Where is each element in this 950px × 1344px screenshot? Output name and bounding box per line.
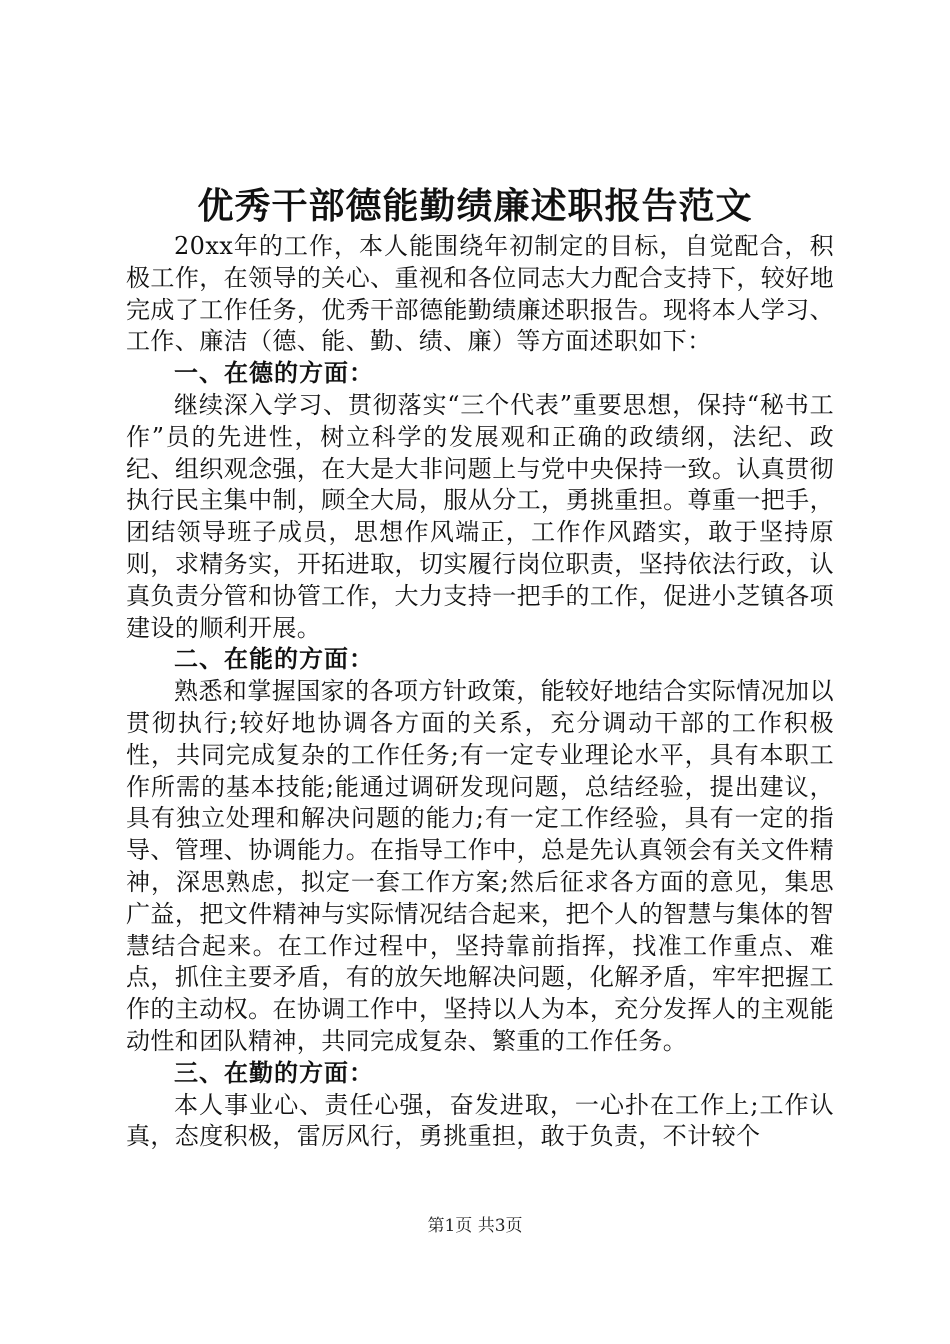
document-body bbox=[126, 231, 834, 1153]
document-title: 优秀干部德能勤绩廉述职报告范文 bbox=[197, 186, 753, 227]
intro-paragraph: 20xx年的工作，本人能围绕年初制定的目标，自觉配合，积极工作，在领导的关心、重视和各位同志大力配合支持下，较好地完成了工作任务，优秀干部德能勤绩廉述职报告。现将本人学习、工作、廉洁（德、能、勤、绩、廉）等方面述职如下： bbox=[126, 232, 834, 356]
section-text-diligence: 本人事业心、责任心强，奋发进取，一心扑在工作上;工作认真，态度积极，雷厉风行，勇挑重担，敢于负责，不计较个 bbox=[126, 1090, 834, 1151]
section-text-ability: 熟悉和掌握国家的各项方针政策，能较好地结合实际情况加以贯彻执行;较好地协调各方面的关系，充分调动干部的工作积极性，共同完成复杂的工作任务;有一定专业理论水平，具有本职工作所需的基本技能;能通过调研发现问题，总结经验，提出建议，具有独立处理和解决问题的能力;有一定工作经验，具有一定的指导、管理、协调能力。在指导工作中，总是先认真领会有关文件精神，深思熟虑，拟定一套工作方案;然后征求各方面的意见，集思广益，把文件精神与实际情况结合起来，把个人的智慧与集体的智慧结合起来。在工作过程中，坚持靠前指挥，找准工作重点、难点，抓住主要矛盾，有的放矢地解决问题，化解矛盾，牢牢把握工作的主动权。在协调工作中，坚持以人为本，充分发挥人的主观能动性和团队精神，共同完成复杂、繁重的工作任务。 bbox=[126, 677, 834, 1055]
section-text-virtue: 继续深入学习、贯彻落实“三个代表”重要思想，保持“秘书工作”员的先进性，树立科学的发展观和正确的政绩纲，法纪、政纪、组织观念强，在大是大非问题上与党中央保持一致。认真贯彻执行民主集中制，顾全大局，服从分工，勇挑重担。尊重一把手，团结领导班子成员，思想作风端正，工作作风踏实，敢于坚持原则，求精务实，开拓进取，切实履行岗位职责，坚持依法行政，认真负责分管和协管工作，大力支持一把手的工作，促进小芝镇各项建设的顺利开展。 bbox=[126, 390, 834, 642]
section-heading-virtue: 一、在德的方面： bbox=[174, 359, 374, 388]
section-heading-ability: 二、在能的方面： bbox=[174, 645, 374, 674]
page-number-footer: 第1页 共3页 bbox=[427, 1216, 523, 1236]
section-heading-diligence: 三、在勤的方面： bbox=[174, 1058, 374, 1087]
